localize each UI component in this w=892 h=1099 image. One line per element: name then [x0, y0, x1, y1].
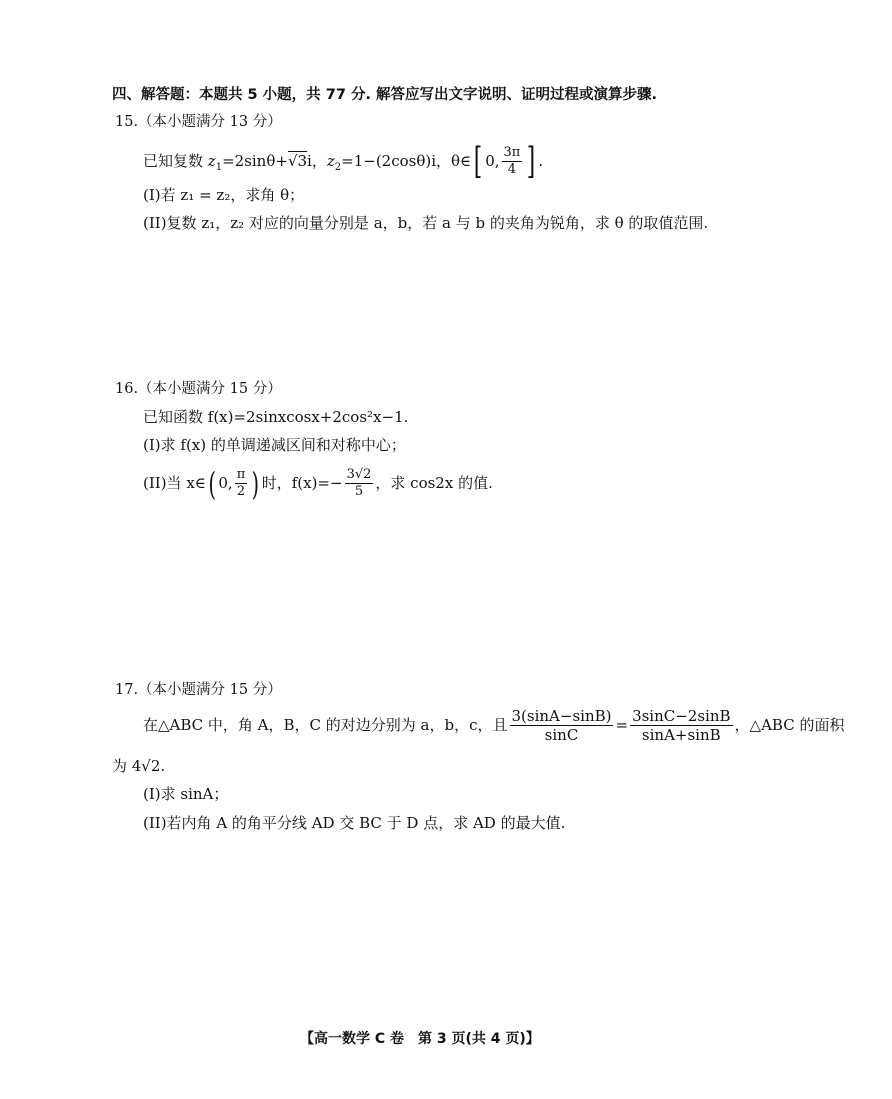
q17-stem-cont: 为 4√2. [112, 757, 166, 775]
q16-part2: (II)当 x∈( 0, $\frac{\pi}{2}$ ) 时，f(x)=− $\frac{3√2}{5}$ ，求 cos2x 的值. [143, 465, 493, 503]
q16-fraction-value: $\frac{3√2}{5}$ [346, 467, 372, 500]
q17-part2: (II)若内角 A 的角平分线 AD 交 BC 于 D 点，求 AD 的最大值. [143, 814, 566, 832]
q17-part1: (I)求 sinA； [143, 785, 229, 803]
q15-fraction: $\frac{3\pi}{4}$ [503, 145, 521, 178]
q17-stem: 在△ABC 中，角 A，B，C 的对边分别为 a，b，c，且 $\frac{3(\sin A-\sin B)}{\sin C}$ = $\frac{3\sin C-2\sin B}{\sin A+\sin B}$ ，△ABC 的面积 [143, 707, 845, 745]
q15-stem-d: =1−(2cosθ)i，θ∈ [341, 152, 472, 170]
section-heading: 四、解答题：本题共 5 小题，共 77 分. 解答应写出文字说明、证明过程或演算步骤. [112, 87, 658, 103]
q17-fraction-left: $\frac{3(\sin A-\sin B)}{\sin C}$ [511, 707, 612, 745]
q16-part1: (I)求 f(x) 的单调递减区间和对称中心； [143, 436, 406, 454]
q15-stem: 已知复数 $z_1=2\sin\theta+√3i$，$z_2=1-(2\cos\theta)i$，θ∈[ 0, $\frac{3\pi}{4}$ ] . [143, 141, 544, 182]
q15-stem-c: i， [307, 152, 327, 170]
q15-stem-a: 已知复数 [143, 152, 208, 170]
q16-stem: 已知函数 f(x)=2sinxcosx+2cos²x−1. [143, 408, 409, 426]
q16-fraction-pi: $\frac{\pi}{2}$ [236, 467, 246, 500]
q15-header: 15.（本小题满分 13 分） [115, 114, 282, 130]
q17-fraction-right: $\frac{3\sin C-2\sin B}{\sin A+\sin B}$ [632, 707, 731, 745]
page-footer: 【高一数学 C 卷 第 3 页(共 4 页)】 [300, 1031, 540, 1047]
q16-header: 16.（本小题满分 15 分） [115, 381, 282, 397]
q15-part1: (I)若 z₁ = z₂，求角 θ； [143, 186, 305, 204]
q15-stem-b: =2sinθ+ [222, 152, 288, 170]
q15-part2: (II)复数 z₁，z₂ 对应的向量分别是 a，b，若 a 与 b 的夹角为锐角，求 θ 的取值范围. [143, 214, 709, 232]
q17-header: 17.（本小题满分 15 分） [115, 682, 282, 698]
